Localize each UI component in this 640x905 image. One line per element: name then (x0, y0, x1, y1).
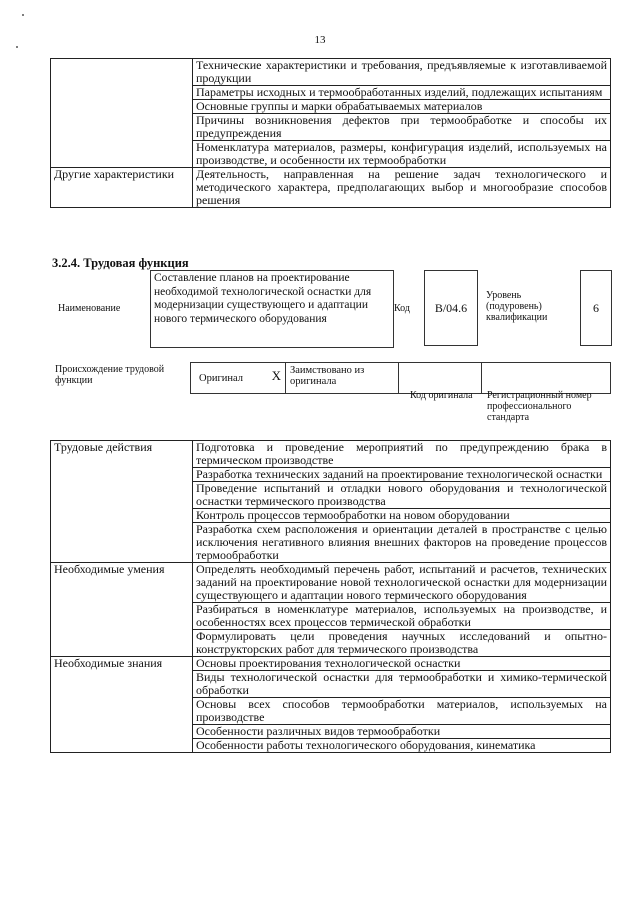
name-value: Составление планов на проектирование необходимой технологической оснастки для модернизации существующего и адаптации нового термического оборудования (150, 270, 394, 348)
main-table (50, 440, 611, 753)
original-box (190, 362, 286, 394)
knowledge-item: Основы проектирования технологической оснастки (193, 657, 611, 671)
name-label: Наименование (58, 303, 121, 314)
action-item: Разработка схем расположения и ориентации деталей в пространстве с целью исключения негативного влияния внешних факторов на проведение процессов термообработки (193, 523, 611, 563)
level-value: 6 (580, 270, 612, 346)
code-label: Код (394, 303, 410, 314)
knowledge-item: Особенности различных видов термообработки (193, 725, 611, 739)
code-original-label: Код оригинала (410, 390, 473, 401)
scan-speck (22, 14, 24, 16)
table-row: Номенклатура материалов, размеры, конфигурация изделий, используемых на производстве, и особенности их термообработки (193, 141, 611, 168)
action-item: Контроль процессов термообработки на новом оборудовании (193, 509, 611, 523)
action-item: Разработка технических заданий на проектирование технологической оснастки (193, 468, 611, 482)
table-row: Технические характеристики и требования, предъявляемые к изготавливаемой продукции (193, 59, 611, 86)
top-table (50, 58, 611, 208)
borrowed-label: Заимствовано из оригинала (290, 365, 365, 387)
origin-label: Происхождение трудовой функции (55, 364, 165, 386)
knowledge-item: Виды технологической оснастки для термообработки и химико-термической обработки (193, 671, 611, 698)
borrowed-box (285, 362, 399, 394)
reg-number-label: Регистрационный номер профессионального стандарта (487, 390, 592, 423)
knowledge-item: Особенности работы технологического оборудования, кинематика (193, 739, 611, 753)
code-value: В/04.6 (424, 270, 478, 346)
action-item: Подготовка и проведение мероприятий по предупреждению брака в термическом производстве (193, 441, 611, 468)
original-mark: X (271, 368, 281, 383)
actions-label: Трудовые действия (51, 441, 193, 563)
skills-label: Необходимые умения (51, 563, 193, 657)
original-label: Оригинал (199, 373, 243, 384)
scan-speck (16, 46, 18, 48)
other-characteristics-label: Другие характеристики (51, 168, 193, 208)
other-characteristics-text: Деятельность, направленная на решение задач технологического и методического характера, предполагающих выбор и многообразие способов решения (193, 168, 611, 208)
empty-cell (51, 59, 193, 168)
section-title: 3.2.4. Трудовая функция (52, 256, 189, 270)
action-item: Проведение испытаний и отладки нового оборудования и технологической оснастки термического производства (193, 482, 611, 509)
knowledge-item: Основы всех способов термообработки материалов, используемых на производстве (193, 698, 611, 725)
table-row: Основные группы и марки обрабатываемых материалов (193, 100, 611, 114)
table-row: Параметры исходных и термообработанных изделий, подлежащих испытаниям (193, 86, 611, 100)
skill-item: Определять необходимый перечень работ, испытаний и расчетов, технических заданий на проектирование новой технологической оснастки для модернизации существующего и адаптации нового термического оборудования (193, 563, 611, 603)
level-label: Уровень (подуровень) квалификации (486, 290, 548, 323)
page-number: 13 (314, 34, 326, 46)
table-row: Причины возникновения дефектов при термообработке и способы их предупреждения (193, 114, 611, 141)
skill-item: Разбираться в номенклатуре материалов, используемых на производстве, и особенностях всех процессов термической обработки (193, 603, 611, 630)
skill-item: Формулировать цели проведения научных исследований и опытно-конструкторских работ для термического производства (193, 630, 611, 657)
knowledge-label: Необходимые знания (51, 657, 193, 753)
